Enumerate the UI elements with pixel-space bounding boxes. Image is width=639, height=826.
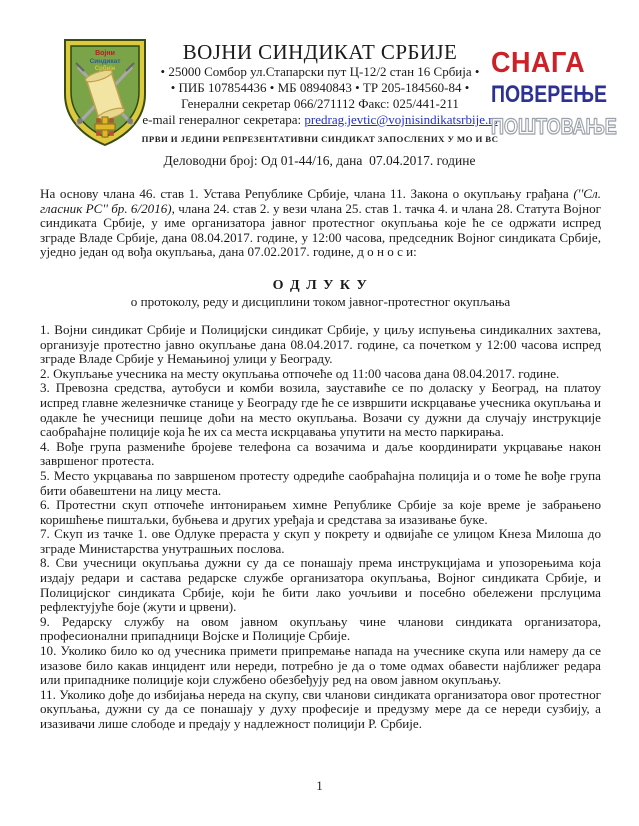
- intro-gazette-reference: (''Сл. гласник РС'' бр. 6/2016): [40, 186, 601, 216]
- decision-point-9: 9. Редарску службу на овом јавном окупљању чине чланови синдиката организатора, професионални припадници Војске и Полиције Србије.: [40, 613, 601, 644]
- emblem-text-line2: Синдикат: [89, 58, 121, 65]
- document-body: [40, 187, 601, 732]
- decision-subtitle: о протоколу, реду и дисциплини током јавног-протестног окупљања: [130, 293, 511, 309]
- union-tagline: ПРВИ И ЈЕДИНИ РЕПРЕЗЕНТАТИВНИ СИНДИКАТ ЗАПОСЛЕНИХ У МО И ВС: [141, 134, 499, 144]
- registry-number-line: Деловодни број: Од 01-44/16, дана 07.04.2017. године: [163, 153, 476, 168]
- intro-part3: , члана 24. став 2. у вези члана 25. став 1. тачка 4. и члана 28. Статута Војног синдиката Србије, у име организатора јавног протестног окупљања које ће се одржати испред зграде Владе Србије, дана 08.04.2017. године, у 12:00 часова, председник Војног синдиката Србије, уједно један од вођа окупљања, дана 07.02.2017. године, д о н о с и:: [40, 200, 601, 260]
- phone-fax-line: Генерални секретар 066/271112 Факс: 025/441-211: [181, 96, 459, 111]
- emblem-text-line3: Србије: [94, 66, 116, 72]
- email-label: e-mail генералног секретара:: [142, 112, 305, 127]
- letterhead: [138, 40, 502, 145]
- intro-part1: На основу члана 46. став 1. Устава Републике Србије, члана 11. Закона о окупљању грађана: [40, 186, 574, 201]
- decision-point-7: 7. Скуп из тачке 1. ове Одлуке прераста у скуп у покрету и одвијаће се улицом Кнеза Милоша до зграде Министарства унутрашњих послова.: [40, 526, 601, 556]
- motto-word-postovanje: ПОШТОВАЊЕ: [491, 113, 617, 139]
- address-line: • 25000 Сомбор ул.Стапарски пут Ц-12/2 стан 16 Србија •: [160, 64, 480, 79]
- intro-paragraph: [40, 187, 601, 260]
- union-shield-emblem: [61, 37, 149, 148]
- motto-word-snaga: СНАГА: [491, 46, 586, 79]
- decision-point-11: 11. Уколико дође до избијања нереда на скупу, сви чланови синдиката организатора овог протестног окупљања, дужни су да се понашају у духу професије и предузму мере да се нереди сузбију, а изазивачи лише слободе и предају у надлежност полицији Р. Србије.: [40, 686, 601, 731]
- organization-title: ВОЈНИ СИНДИКАТ СРБИЈЕ: [182, 40, 458, 64]
- emblem-text-line1: Војни: [95, 50, 115, 57]
- decision-point-10: 10. Уколико било ко од учесника примети припремање напада на учеснике скупа или намеру да се изазове било какав инцидент или нереди, потребно је да о томе одмах обавести најближег редара или припаднике полиције који службено обезбеђују ред на овом јавном окупљању.: [40, 643, 601, 688]
- decision-point-5: 5. Место укрцавања по завршеном протесту одредиће саобраћајна полиција и о томе ће вође група бити обавештени на лицу места.: [40, 467, 601, 498]
- decision-point-2: 2. Окупљање учесника на месту окупљања отпочеће од 11:00 часова дана 08.04.2017. године.: [40, 365, 560, 381]
- email-line: [138, 112, 502, 128]
- decision-point-1: 1. Војни синдикат Србије и Полицијски синдикат Србије, у циљу испуњења синдикалних захтева, организује протестно јавно окупљање дана 08.04.2017. године, са почетком у 12:00 часова испред зграде Владе Србије у Немањиној улици у Београду.: [40, 321, 601, 367]
- decision-point-6: 6. Протестни скуп отпочеће интонирањем химне Републике Србије за које време је забрањено коришћење пиштаљки, бубњева и других уређаја и средстава за изазивање буке.: [40, 497, 601, 527]
- decision-point-3: 3. Превозна средства, аутобуси и комби возила, зауставиће се по доласку у Београд, на платоу испред главне железничке станице у Београду где ће се извршити искрцавање учесника окупљања и одакле ће учесници пешице доћи на место окупљања. Возачи су дужни да случају инструкције саобраћајне полиције која ће их са места искрцавања упутити на место паркирања.: [40, 380, 601, 440]
- motto-logo: [491, 46, 631, 139]
- decision-heading: [40, 277, 601, 310]
- secretary-email-link[interactable]: predrag.jevtic@vojnisindikatsrbije.rs: [304, 112, 498, 127]
- decision-point-4: 4. Вође група размениће бројеве телефона са возачима и даље координирати укрцавање након завршеног протеста.: [40, 438, 601, 469]
- decision-title: О Д Л У К У: [272, 277, 369, 293]
- motto-word-poverenje: ПОВЕРЕЊЕ: [491, 80, 608, 108]
- page-number: 1: [316, 778, 323, 793]
- decision-point-8: 8. Сви учесници окупљања дужни су да се понашају према инструкцијама и упозорењима која издају редари и састава редарске службе организатора окупљања, Војног синдиката Србије, и Полицијског синдиката Србије, који ће бити лако уочљиви и посебно обележени прслуцима рефлектујуће боје (жути и црвени).: [40, 555, 601, 615]
- serbian-cross-icon: [95, 117, 115, 137]
- registration-ids-line: • ПИБ 107854436 • МБ 08940843 • ТР 205-184560-84 •: [170, 80, 470, 95]
